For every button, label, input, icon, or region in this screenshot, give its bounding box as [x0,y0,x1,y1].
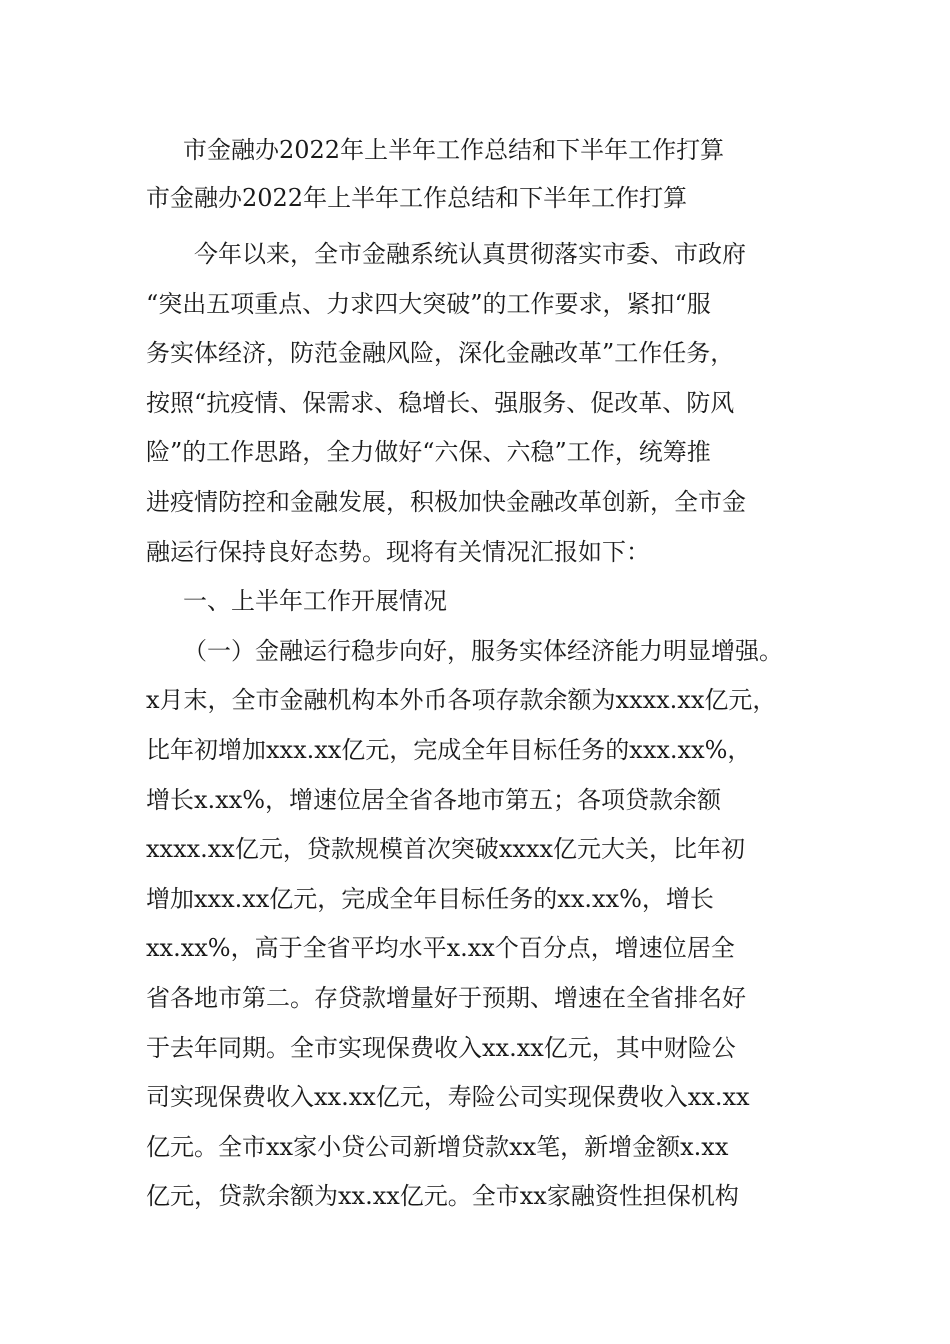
paragraph-line: 亿元，贷款余额为xx.xx亿元。全市xx家融资性担保机构 [146,1182,739,1211]
paragraph-line: 融运行保持良好态势。现将有关情况汇报如下： [146,537,650,566]
paragraph-line: xxxx.xx亿元，贷款规模首次突破xxxx亿元大关，比年初 [146,835,745,864]
paragraph-line: 务实体经济，防范金融风险，深化金融改革”工作任务， [146,339,735,368]
paragraph-line: 省各地市第二。存贷款增量好于预期、增速在全省排名好 [146,983,746,1012]
paragraph-line: “突出五项重点、力求四大突破”的工作要求，紧扣“服 [146,289,711,318]
paragraph-line: 比年初增加xxx.xx亿元，完成全年目标任务的xxx.xx%， [146,735,752,764]
paragraph-line: xx.xx%，高于全省平均水平x.xx个百分点，增速位居全 [146,934,735,963]
section-heading: 一、上半年工作开展情况 [183,587,447,616]
paragraph-line: 险”的工作思路，全力做好“六保、六稳”工作，统筹推 [146,438,711,467]
paragraph-line: 进疫情防控和金融发展，积极加快金融改革创新，全市金 [146,487,746,516]
paragraph-line: 今年以来，全市金融系统认真贯彻落实市委、市政府 [194,240,746,268]
paragraph-line: 司实现保费收入xx.xx亿元，寿险公司实现保费收入xx.xx [146,1083,750,1112]
document-body [146,230,821,1222]
paragraph-line: 增加xxx.xx亿元，完成全年目标任务的xx.xx%，增长 [146,884,714,913]
subsection-heading-line: （一）金融运行稳步向好，服务实体经济能力明显增强。 [183,636,783,665]
document-title: 市金融办2022年上半年工作总结和下半年工作打算 [183,136,725,164]
document-title-repeat: 市金融办2022年上半年工作总结和下半年工作打算 [146,184,688,212]
paragraph-line: x月末，全市金融机构本外币各项存款余额为xxxx.xx亿元， [146,686,777,715]
paragraph-line: 增长x.xx%，增速位居全省各地市第五；各项贷款余额 [146,785,722,814]
paragraph-line: 亿元。全市xx家小贷公司新增贷款xx笔，新增金额x.xx [146,1132,729,1161]
paragraph-line: 于去年同期。全市实现保费收入xx.xx亿元，其中财险公 [146,1033,736,1062]
paragraph-line: 按照“抗疫情、保需求、稳增长、强服务、促改革、防风 [146,388,735,417]
